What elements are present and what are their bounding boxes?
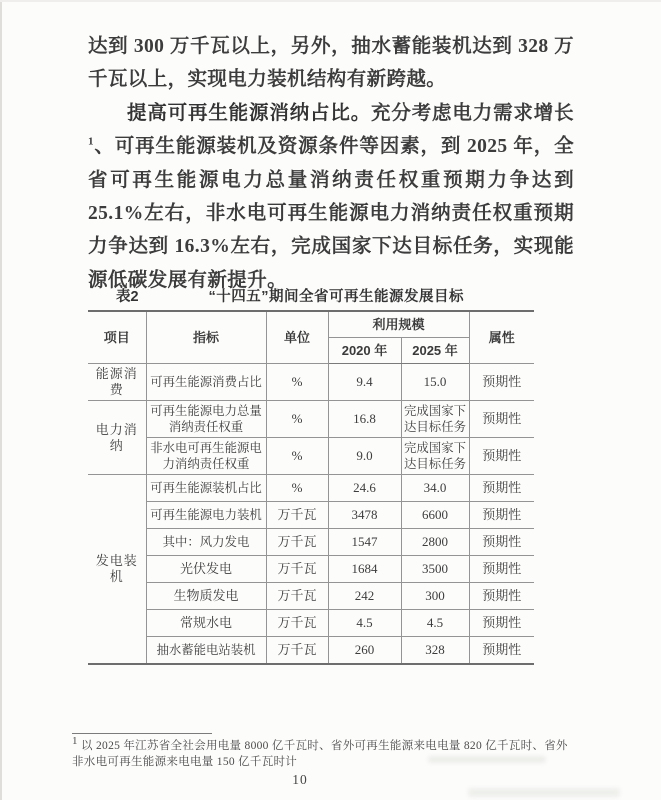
cell-2020: 1684 — [328, 556, 401, 583]
cell-project-category: 电力消纳 — [88, 401, 146, 475]
footnote-text — [72, 735, 578, 770]
cell-2020: 4.5 — [328, 610, 401, 637]
cell-unit: 万千瓦 — [266, 583, 328, 610]
table-block — [88, 285, 534, 665]
cell-indicator: 可再生能源电力装机 — [146, 502, 266, 529]
footnote-marker: 1 — [88, 135, 94, 148]
cell-2020: 24.6 — [328, 475, 401, 502]
table-header-row — [88, 311, 534, 338]
paragraph — [88, 30, 574, 97]
body-text — [88, 30, 574, 297]
cell-unit: % — [266, 401, 328, 438]
cell-unit: % — [266, 438, 328, 475]
cell-2025: 4.5 — [401, 610, 469, 637]
cell-unit: 万千瓦 — [266, 610, 328, 637]
table-row — [88, 401, 534, 438]
cell-2020: 260 — [328, 637, 401, 665]
cell-2025: 34.0 — [401, 475, 469, 502]
cell-2020: 9.0 — [328, 438, 401, 475]
cell-attribute: 预期性 — [469, 610, 534, 637]
cell-indicator: 可再生能源电力总量消纳责任权重 — [146, 401, 266, 438]
table-row — [88, 637, 534, 665]
cell-indicator: 非水电可再生能源电力消纳责任权重 — [146, 438, 266, 475]
paragraph-text: 、可再生能源装机及资源条件等因素，到 2025 年，全省可再生能源电力总量消纳责任权重预期力争达到 25.1%左右，非水电可再生能源电力消纳责任权重预期力争达到 16.3%左右，完成国家下达目标任务，实现能源低碳发展有新提升。 — [88, 136, 574, 291]
cell-2025: 300 — [401, 583, 469, 610]
scan-edge — [0, 0, 661, 2]
header-year-2020: 2020 年 — [328, 338, 401, 364]
cell-2020: 9.4 — [328, 364, 401, 401]
header-attribute: 属性 — [469, 311, 534, 364]
cell-2025: 6600 — [401, 502, 469, 529]
cell-project-category: 能源消费 — [88, 364, 146, 401]
scan-artifact — [428, 756, 546, 763]
cell-2025: 15.0 — [401, 364, 469, 401]
table-row — [88, 438, 534, 475]
cell-unit: 万千瓦 — [266, 502, 328, 529]
cell-attribute: 预期性 — [469, 475, 534, 502]
cell-unit: % — [266, 364, 328, 401]
cell-indicator: 光伏发电 — [146, 556, 266, 583]
cell-unit: 万千瓦 — [266, 637, 328, 665]
header-indicator: 指标 — [146, 311, 266, 364]
table-row — [88, 502, 534, 529]
page-number: 10 — [292, 772, 308, 787]
cell-2025: 完成国家下达目标任务 — [401, 401, 469, 438]
table-row — [88, 364, 534, 401]
cell-2020: 242 — [328, 583, 401, 610]
scan-edge — [0, 0, 2, 800]
table-label: 表2 — [116, 289, 139, 305]
paragraph-text: 达到 300 万千瓦以上，另外，抽水蓄能装机达到 328 万千瓦以上，实现电力装机结构有新跨越。 — [88, 36, 574, 91]
cell-attribute: 预期性 — [469, 438, 534, 475]
header-project: 项目 — [88, 311, 146, 364]
cell-attribute: 预期性 — [469, 583, 534, 610]
header-utilization-scale: 利用规模 — [328, 311, 469, 338]
cell-unit: 万千瓦 — [266, 556, 328, 583]
cell-project-category: 发电装机 — [88, 475, 146, 665]
cell-2020: 1547 — [328, 529, 401, 556]
paragraph-text: 充分考虑电力需求增长 — [371, 102, 574, 124]
cell-attribute: 预期性 — [469, 637, 534, 665]
cell-unit: 万千瓦 — [266, 529, 328, 556]
cell-indicator: 其中：风力发电 — [146, 529, 266, 556]
cell-attribute: 预期性 — [469, 529, 534, 556]
cell-attribute: 预期性 — [469, 502, 534, 529]
cell-2025: 328 — [401, 637, 469, 665]
cell-indicator: 常规水电 — [146, 610, 266, 637]
cell-indicator: 可再生能源装机占比 — [146, 475, 266, 502]
renewable-energy-targets-table — [88, 310, 534, 665]
cell-indicator: 抽水蓄能电站装机 — [146, 637, 266, 665]
table-row — [88, 529, 534, 556]
footnote-marker: 1 — [72, 735, 78, 748]
footnote-rule — [72, 733, 212, 734]
table-row — [88, 610, 534, 637]
table-caption — [88, 285, 534, 306]
cell-indicator: 可再生能源消费占比 — [146, 364, 266, 401]
paragraph — [88, 97, 574, 297]
header-year-2025: 2025 年 — [401, 338, 469, 364]
table-row — [88, 583, 534, 610]
cell-2025: 2800 — [401, 529, 469, 556]
header-unit: 单位 — [266, 311, 328, 364]
cell-unit: % — [266, 475, 328, 502]
cell-2025: 完成国家下达目标任务 — [401, 438, 469, 475]
cell-attribute: 预期性 — [469, 556, 534, 583]
footnote — [72, 733, 578, 770]
cell-attribute: 预期性 — [469, 364, 534, 401]
scan-artifact — [468, 788, 620, 797]
paragraph-lead-sentence: 提高可再生能源消纳占比。 — [127, 102, 372, 124]
cell-indicator: 生物质发电 — [146, 583, 266, 610]
table-row — [88, 556, 534, 583]
cell-2020: 16.8 — [328, 401, 401, 438]
footnote-body: 以 2025 年江苏省全社会用电量 8000 亿千瓦时、省外可再生能源来电电量 820 亿千瓦时、省外非水电可再生能源来电电量 150 亿千瓦时计 — [72, 740, 568, 768]
cell-2020: 3478 — [328, 502, 401, 529]
table-row — [88, 475, 534, 502]
cell-attribute: 预期性 — [469, 401, 534, 438]
cell-2025: 3500 — [401, 556, 469, 583]
table-title-text: “十四五”期间全省可再生能源发展目标 — [208, 289, 465, 305]
